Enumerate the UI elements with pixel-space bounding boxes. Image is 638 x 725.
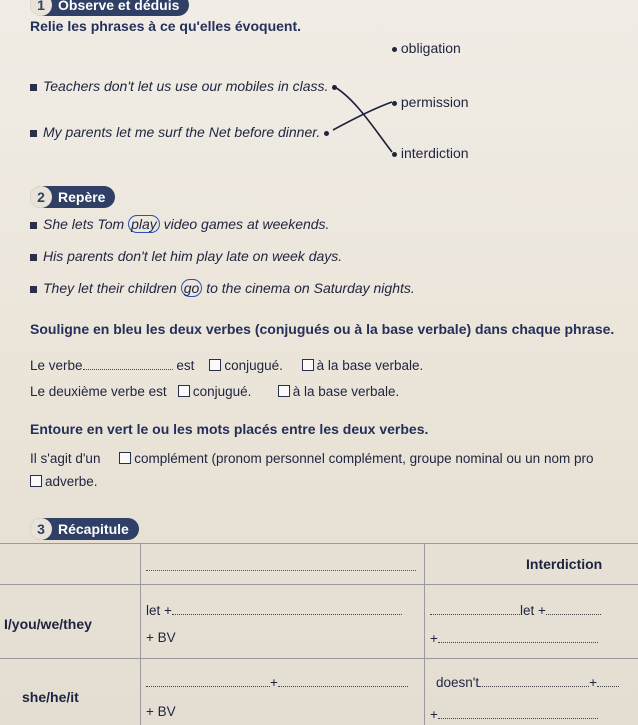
- section-number: 2: [30, 186, 52, 208]
- example-sentence-2: His parents don't let him play late on week days.: [30, 248, 342, 264]
- blank-field[interactable]: [438, 630, 598, 643]
- row1-right-plus: +: [430, 630, 598, 646]
- square-bullet-icon: [30, 286, 37, 293]
- blank-field[interactable]: [83, 357, 173, 370]
- option-permission[interactable]: permission: [392, 94, 469, 110]
- word-type-adverb: adverbe.: [30, 474, 98, 489]
- row-label-plural: I/you/we/they: [4, 616, 92, 632]
- row2-bv: + BV: [146, 704, 176, 719]
- blank-field[interactable]: [438, 706, 598, 719]
- verb-line-2: Le deuxième verbe est conjugué. à la base verbale.: [30, 384, 400, 399]
- checkbox-conjugue[interactable]: [209, 359, 221, 371]
- option-interdiction[interactable]: interdiction: [392, 145, 469, 161]
- row1-right: let +: [430, 602, 601, 618]
- blank-field[interactable]: [597, 674, 619, 687]
- blank-field[interactable]: [278, 674, 408, 687]
- blank-field[interactable]: [479, 674, 589, 687]
- section-title: Repère: [58, 189, 106, 205]
- row2-right: doesn't +: [436, 674, 619, 690]
- sentence-1: Teachers don't let us use our mobiles in class.: [30, 78, 337, 94]
- row2-right-plus: +: [430, 706, 598, 722]
- checkbox-conjugue[interactable]: [178, 385, 190, 397]
- section-number: 1: [30, 0, 52, 16]
- word-type-line: Il s'agit d'un complément (pronom personnel complément, groupe nominal ou un nom pro: [30, 451, 594, 466]
- blank-field[interactable]: [146, 674, 270, 687]
- matching-lines: [0, 0, 638, 200]
- option-obligation[interactable]: obligation: [392, 40, 461, 56]
- section-title: Observe et déduis: [58, 0, 180, 13]
- header-blank[interactable]: [146, 570, 416, 571]
- checkbox-base-verbale[interactable]: [302, 359, 314, 371]
- example-sentence-1: She lets Tom play video games at weekends.: [30, 216, 329, 232]
- header-interdiction: Interdiction: [526, 556, 603, 572]
- row1-bv: + BV: [146, 630, 176, 645]
- section-number: 3: [30, 518, 52, 540]
- recap-table: [0, 543, 638, 725]
- square-bullet-icon: [30, 222, 37, 229]
- checkbox-base-verbale[interactable]: [278, 385, 290, 397]
- blank-field[interactable]: [546, 602, 601, 615]
- sentence-2: My parents let me surf the Net before dinner.: [30, 124, 329, 140]
- square-bullet-icon: [30, 254, 37, 261]
- example-sentence-3: They let their children go to the cinema on Saturday nights.: [30, 280, 415, 296]
- section-2-header: [30, 186, 115, 208]
- instruction-circle: Entoure en vert le ou les mots placés entre les deux verbes.: [30, 421, 429, 437]
- checkbox-adverbe[interactable]: [30, 475, 42, 487]
- section-title: Récapitule: [58, 521, 129, 537]
- row1-let: let +: [146, 602, 402, 618]
- circled-word: go: [181, 279, 203, 297]
- checkbox-complement[interactable]: [119, 452, 131, 464]
- verb-line-1: Le verbe est conjugué. à la base verbale.: [30, 358, 424, 373]
- blank-field[interactable]: [172, 602, 402, 615]
- blank-field[interactable]: [430, 602, 520, 615]
- instruction: Relie les phrases à ce qu'elles évoquent.: [30, 18, 302, 34]
- row2-left: +: [146, 674, 408, 690]
- circled-word: play: [128, 215, 160, 233]
- section-3-header: [30, 518, 139, 540]
- instruction-underline: Souligne en bleu les deux verbes (conjugués ou à la base verbale) dans chaque phrase.: [30, 321, 615, 337]
- row-label-singular: she/he/it: [22, 689, 79, 705]
